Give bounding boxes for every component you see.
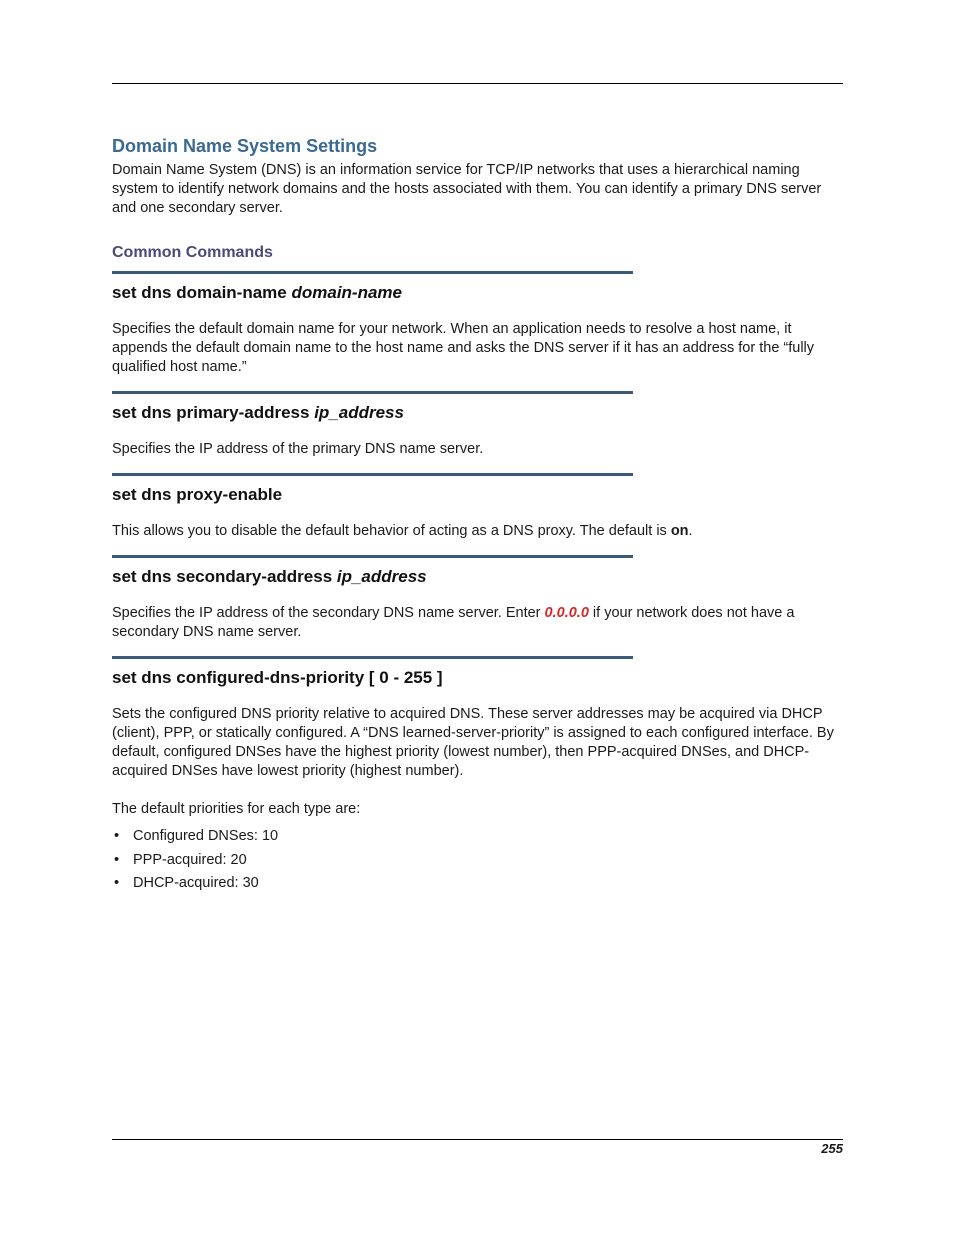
bullet-icon: •: [114, 875, 120, 891]
description-text: if your network does not have a secondary DNS name server.: [112, 605, 795, 640]
list-item-text: DHCP-acquired: 30: [133, 875, 259, 891]
command-divider: [112, 555, 633, 558]
command-keyword: set dns domain-name: [112, 283, 292, 302]
command-divider: [112, 656, 633, 659]
default-value: on: [670, 523, 689, 539]
priorities-intro: The default priorities for each type are:: [112, 801, 361, 817]
list-item-text: PPP-acquired: 20: [133, 851, 247, 868]
command-argument: ip_address: [336, 567, 427, 586]
command-title: [112, 484, 843, 506]
page-content: [112, 135, 843, 898]
command-title: [112, 402, 843, 424]
subsection-title: Common Commands: [112, 244, 273, 261]
command-title: [112, 282, 843, 304]
description-text: .: [688, 523, 693, 539]
page-number: 255: [821, 1141, 843, 1156]
command-title: [112, 566, 843, 588]
footer-rule: [112, 1139, 843, 1140]
command-title: set dns configured-dns-priority [ 0 - 255 ]: [112, 668, 443, 687]
description-text: Specifies the IP address of the secondary DNS name server. Enter: [112, 605, 545, 621]
command-description: [112, 604, 843, 642]
list-item: [112, 827, 843, 846]
command-argument: ip_address: [314, 403, 404, 422]
description-text: This allows you to disable the default behavior of acting as a DNS proxy. The default is: [112, 523, 671, 539]
command-description: Sets the configured DNS priority relative to acquired DNS. These server addresses may be acquired via DHCP (client), PPP, or statically configured. A “DNS learned-server-priority” is assigned to each configured interface. By default, configured DNSes have the highest priority (lowest number), then PPP-acquired DNSes, and DHCP-acquired DNSes have lowest priority (highest number).: [112, 706, 834, 779]
list-item: [112, 851, 843, 870]
command-divider: [112, 473, 633, 476]
section-intro: Domain Name System (DNS) is an information service for TCP/IP networks that uses a hierarchical naming system to identify network domains and the hosts associated with them. You can identify a primary DNS server and one secondary server.: [112, 162, 822, 216]
priority-list: [112, 827, 843, 893]
command-divider: [112, 271, 633, 274]
bullet-icon: •: [114, 828, 120, 844]
command-divider: [112, 391, 633, 394]
command-primary-address: [112, 391, 843, 459]
command-keyword: set dns primary-address: [112, 403, 315, 422]
header-rule: [112, 83, 843, 84]
command-keyword: set dns secondary-address: [112, 567, 337, 586]
list-item: [112, 874, 843, 893]
command-description: Specifies the default domain name for your network. When an application needs to resolve a host name, it appends the default domain name to the host name and asks the DNS server if it has an address for the “fully qualified host name.”: [112, 321, 815, 375]
command-argument: domain-name: [291, 283, 403, 302]
command-configured-dns-priority: [112, 656, 843, 893]
command-proxy-enable: [112, 473, 843, 541]
list-item-text: Configured DNSes: 10: [133, 828, 279, 844]
command-description: Specifies the IP address of the primary DNS name server.: [112, 441, 484, 457]
command-domain-name: [112, 271, 843, 377]
section-title: Domain Name System Settings: [112, 136, 378, 156]
command-description: [112, 522, 843, 541]
command-secondary-address: [112, 555, 843, 642]
highlighted-address: 0.0.0.0: [544, 605, 589, 621]
bullet-icon: •: [114, 851, 120, 868]
command-keyword: set dns proxy-enable: [112, 485, 283, 504]
